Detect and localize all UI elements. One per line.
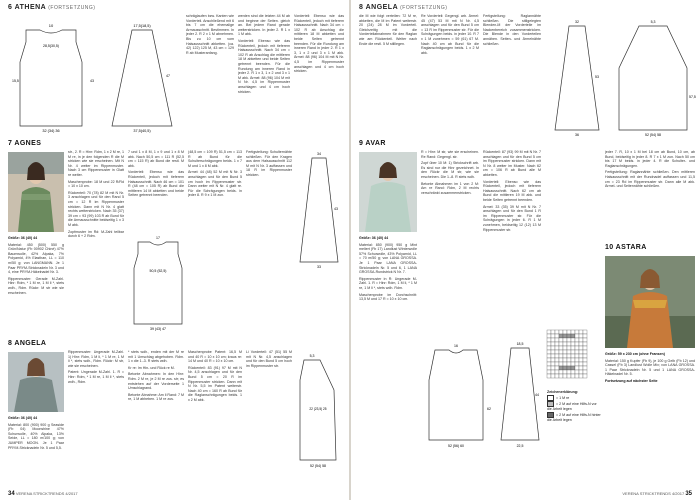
left-page-header: 6 ATHENA (FORTSETZUNG) <box>8 4 96 11</box>
cable-chart-cell <box>547 346 551 350</box>
athena-text-col3: Vorderteil: Ebenso wie das Rückenteil, jedoch mit tieferem Halsausschnitt. Nach 34 cm = 102 R ab Anschlag die mittleren 18 M abketten und beide Seiten getrennt beenden. Für die Rundung am inneren Rand in jeder 2. R 1 x 3, 1 x 2 und 3 x 1 M abk. Ärmel: 88 (96) 104 M mit N Nr. 4,5 im Rippenmuster anschlagen und 4 cm hoch stricken. <box>294 14 344 74</box>
cable-chart-cell <box>555 354 559 358</box>
cable-chart-cell <box>571 342 575 346</box>
cable-chart-cell <box>563 334 567 338</box>
cable-chart-cell <box>571 350 575 354</box>
angela-cont-col2: Re Vorderteil: Gegengl. arb. Ärmel: 45 (47) 53 M mit N Nr. 4,5 anschlagen und für den Bund 5 cm = 13 R im Rippenmuster str. Für die Schrägungen beids. in jeder 10. R 7 x 1 M zunehmen = 59 (61) 67 M. Nach 40 cm ab Bund für die Raglanschrägungen beids. 1 x 2 M abk. <box>421 14 479 55</box>
cable-chart-cell <box>579 354 583 358</box>
avar-text-col3: Rückenteil: 87 (93) 99 M mit N Nr. 7 anschlagen und für den Bund 5 cm im Rippenmuster stricken. Dann mit N Nr. 8 weiter im Muster. Nach 62 cm = 106 R ab Bund alle M abketten. Vorderteil: Ebenso wie das Rückenteil, jedoch mit tieferem Halsausschnitt. Nach 62 cm ab Bund die mittleren 19 M abk. und beide Seiten getrennt beenden. Ärmel: 33 (35) 39 M mit N Nr. 7 anschlagen und für den Bund 1 R im Rippenmuster str. Für die Schrägungen in jeder 6. R 1 M zunehmen, beidseitig 12 (12) 13 M Rippenmuster str. <box>483 150 541 232</box>
avar-photo-image <box>359 152 417 232</box>
cable-chart-cell <box>559 350 563 354</box>
cable-chart-cell <box>555 362 559 366</box>
cable-chart-cell <box>563 370 567 374</box>
angela-front-schematic <box>294 350 344 475</box>
cable-chart-cell <box>547 338 551 342</box>
agnes-sleeve-schematic <box>294 150 344 275</box>
cable-chart-cell <box>567 370 571 374</box>
cable-chart-cell <box>547 362 551 366</box>
cable-chart-cell <box>567 338 571 342</box>
cable-chart-cell <box>575 354 579 358</box>
cable-chart-cell <box>551 354 555 358</box>
cable-chart-cell <box>547 342 551 346</box>
cable-chart-cell <box>563 338 567 342</box>
svg-text:32: 32 <box>575 20 579 24</box>
cable-chart-cell <box>567 374 571 378</box>
cable-chart-cell <box>583 338 587 342</box>
svg-text:44: 44 <box>535 393 539 397</box>
svg-text:39 (43) 47: 39 (43) 47 <box>150 327 166 331</box>
cable-chart-cell <box>551 374 555 378</box>
svg-text:52 (54) 58: 52 (54) 58 <box>645 133 661 137</box>
cable-chart-cell <box>551 370 555 374</box>
right-page <box>351 0 700 500</box>
cable-chart-cell <box>579 334 583 338</box>
cable-chart-cell <box>559 370 563 374</box>
avar-photo <box>359 152 417 232</box>
astara-text: Größe: 59 x 230 cm (ohne Fransen) Material: 150 g Kupfer (Fb 9), je 100 g Gelb (Fb 12) und Cassel (Fb 3) Landlust Wolle Mix; von LANA GROSSA. 1 Paar Stricknadeln Nr. 5 und 1 LANA GROSSA-Häkelnadel Nr. 5. Fortsetzung auf nächster Seite <box>605 352 695 383</box>
svg-text:28,5(30,5): 28,5(30,5) <box>43 44 59 48</box>
angela-text-col1: Größe: 36 (40) 44 Material: 800 (900) 900 g Seaside (Fb 04) Moonshine 47% Schurwolle, 40% Alpaka, 13% Seide, LL = 180 m/100 g; von JUMPER MOON. Je 1 Paar PRYM-Stricknadeln Nr. 5 und 5,5. <box>8 416 64 450</box>
svg-text:33: 33 <box>317 265 321 269</box>
angela-text-col4: Maschenprobe Patent: 16,5 M und 40 R = 10 x 10 cm; kraus re: 14 M und 40 R = 10 x 10 cm. Rückenteil: 83 (91) 97 M mit N Nr. 4,5 anschlagen und für den Bund 5 cm = 20 R im Rippenmuster stricken. Dann mit N Nr. 5,5 im Patent weiterstr. Nach 40 cm = 160 R ab Bund für die Raglanschrägungen beids. 1 x 2 M abk. <box>188 350 242 402</box>
cable-chart-cell <box>547 374 551 378</box>
cable-chart-cell <box>575 362 579 366</box>
cable-chart-cell <box>571 338 575 342</box>
cable-chart-cell <box>575 338 579 342</box>
cable-chart-cell <box>583 342 587 346</box>
svg-text:43: 43 <box>334 207 338 211</box>
cable-chart-cell <box>567 342 571 346</box>
avar-text-col1: Größe: 36 (40) 44 Material: 850 (900) 950 g Mint meliert (Fb 17) Landlust Winterwolle 57% Schurwolle, 43% Polyamid, LL = 70 m/50 g; von LANA GROSSA. Je 1 Paar LANA GROSSA-Stricknadeln Nr. 5 und 6, 1 LANA GROSSA-Rundstrick N Nr. 7. Rippenmuster in R: Ungerade M-Zahl. 1. R = Hinr: Rdm, 1 M li, * 1 M re, 1 M li *, stets wdh. Rdm. Maschenprobe im Dorchschnitt: 13,5 M und 17 R = 10 x 10 cm. <box>359 236 417 302</box>
cable-chart-cell <box>583 374 587 378</box>
astara-photo <box>605 256 695 348</box>
cable-chart-cell <box>559 362 563 366</box>
avar-chart-legend: Zeichenerklärung: = 1 M re = 2 M auf eine Hilfs-N vor die Arbeit legen = 2 M auf eine Hilfs-N hinter die Arbeit legen <box>547 390 601 422</box>
cable-chart-cell <box>575 374 579 378</box>
cable-chart-cell <box>579 338 583 342</box>
cable-chart-cell <box>555 338 559 342</box>
astara-title: 10 ASTARA <box>605 244 647 251</box>
cable-chart-cell <box>575 334 579 338</box>
cable-chart-cell <box>571 354 575 358</box>
angela-cont-col3: Fertigstellung: Raglannähte schließen. Die stillgelegten Blenden-M der Vorderteile im Nackenbereich zusammenstricken. Die Blende in den Vorderteilen annähen. Seiten- und Ärmelnähte schließen. <box>483 14 541 46</box>
svg-text:57,5: 57,5 <box>689 95 696 99</box>
cable-chart-cell <box>547 330 551 334</box>
cable-chart-cell <box>547 354 551 358</box>
cable-chart-cell <box>579 362 583 366</box>
astara-photo-image <box>605 256 695 348</box>
cable-chart-cell <box>579 350 583 354</box>
cable-chart-cell <box>559 354 563 358</box>
cable-chart-cell <box>575 370 579 374</box>
cable-chart-cell <box>583 350 587 354</box>
svg-text:22,5: 22,5 <box>516 444 524 448</box>
cable-chart-cell <box>555 370 559 374</box>
angela-text-col3: * stets wdh., enden mit der M re mit 1 Umschlag abgehoben. Rdm. 1 x die 1.-3. R stets wdh. Kr re: Im Hin- und Rück re M. Betonte Abnahmen: In den Hinr: Rdm. 2 M re, je 2 M re zus. str; es entstehen auf der Vorderseite 1 Umschlagrand. Betonte Abnahme: Am li Rand: 7 M re, 1 M abheben. 1 M re zus. <box>128 350 184 402</box>
svg-text:34: 34 <box>317 152 321 156</box>
cable-chart-cell <box>563 374 567 378</box>
avar-title: 9 AVAR <box>359 140 386 147</box>
cable-chart-cell <box>551 334 555 338</box>
cable-chart-cell <box>583 370 587 374</box>
left-footer: 34 VERENA STRICKTRENDS 4/2017 <box>8 491 78 497</box>
cable-chart-cell <box>567 362 571 366</box>
cable-chart-cell <box>551 358 555 362</box>
avar-cable-chart <box>547 330 587 389</box>
svg-text:43: 43 <box>90 79 94 83</box>
cable-chart-cell <box>563 354 567 358</box>
cable-chart-cell <box>559 374 563 378</box>
cable-chart-cell <box>555 350 559 354</box>
cable-chart-cell <box>563 362 567 366</box>
cable-chart-cell <box>559 366 563 370</box>
cable-chart-cell <box>575 358 579 362</box>
right-footer: VERENA STRICKTRENDS 4/2017 35 <box>622 491 692 497</box>
angela-text-col2: Rippenmuster: Ungerade M-Zahl. 1) Hinr: Rdm, 1 M li, * 1 M re, 1 M li *, stets wdh., Rdm. Rückr: M str, wie sie erscheinen. Patent: Ungerade M-Zahl. 1. R = Hinr: Rdm, * 1 M re, 1 M li *, stets wdh., Rdm. <box>68 350 124 384</box>
cable-chart-cell <box>563 350 567 354</box>
cable-chart-cell <box>571 366 575 370</box>
agnes-text-col4: (48,5 cm = 109 R) 51,5 cm = 113 R ab Bund für die Schulterschrägungen beids. 1 x 7 M und 1 x 8 M abk. Ärmel: 44 (48) 52 M mit N Nr. 3 anschlagen und für den Bund 5 cm hoch im Rippenmuster str. Dann weiter mit N Nr. 4 glatt re. Für die Schrägungen beids. in jeder 8. R 9 x 1 M zun. <box>188 150 242 198</box>
cable-chart-cell <box>567 334 571 338</box>
cable-chart-cell <box>583 358 587 362</box>
svg-text:50,5 (52,5): 50,5 (52,5) <box>149 269 167 273</box>
avar-text-col2: R = Hinr: M str, wie sie erscheinen. Re Rand: Gegengl. str. Zopf über 10 M: 1) Strickschrift arb. Es sind nur die Hinr gezeichnet. In den Rückr die M str, wie sie erscheinen. Die 1.-8. R stets wdh. Betonte Abnahmen im 1 von 2 M: Am re Rand: Rdm, 2 M rechts verschränkt zusammenstricken. <box>421 150 479 195</box>
svg-text:18,5: 18,5 <box>516 342 524 346</box>
cable-chart-cell <box>575 350 579 354</box>
cable-chart-cell <box>547 366 551 370</box>
agnes-text-col5: Fertigstellung: Schulternähte schließen. Für den Kragen aus dem Halsausschnitt 112 M mit N Nr. 3 auffassen und 18 R im Rippenmuster stricken. <box>246 150 292 177</box>
cable-chart-cell <box>571 370 575 374</box>
angela-photo <box>8 352 64 412</box>
cable-chart-cell <box>555 374 559 378</box>
svg-text:52 (56) 60: 52 (56) 60 <box>448 444 464 448</box>
cable-chart-cell <box>555 342 559 346</box>
cable-chart-cell <box>563 358 567 362</box>
cable-chart-cell <box>551 330 555 334</box>
cable-chart-cell <box>579 366 583 370</box>
cable-chart-cell <box>555 358 559 362</box>
cable-chart-cell <box>547 370 551 374</box>
svg-text:5,3: 5,3 <box>650 20 656 24</box>
cable-chart-cell <box>583 330 587 334</box>
cable-chart-cell <box>559 330 563 334</box>
cable-chart-cell <box>551 346 555 350</box>
cable-chart-cell <box>583 362 587 366</box>
cable-chart-cell <box>555 330 559 334</box>
angela-cont-col1: die M wie folgt verteilen: 72 M re, abketten, die M im Patent weiterstr. 20 (24) 28 M im Vorderteil. Gleichzeitig mit die Vorderteilabnahmen für den Raglan wie am Rückenteil. Weiter nach Ende die restl. 5 M stilllegen. <box>359 14 417 46</box>
cable-chart-cell <box>563 342 567 346</box>
svg-text:17: 17 <box>156 236 160 240</box>
svg-text:53: 53 <box>595 75 599 79</box>
cable-chart-cell <box>551 338 555 342</box>
svg-text:16: 16 <box>454 344 458 348</box>
cable-chart-cell <box>547 358 551 362</box>
cable-chart-cell <box>575 366 579 370</box>
cable-chart-cell <box>583 346 587 350</box>
cable-chart-cell <box>563 366 567 370</box>
svg-text:22 (23,5) 25: 22 (23,5) 25 <box>309 407 327 411</box>
cable-chart-cell <box>579 358 583 362</box>
cable-chart-cell <box>571 334 575 338</box>
cable-chart-cell <box>559 358 563 362</box>
cable-chart-cell <box>551 366 555 370</box>
angela-sleeve-schematic <box>547 18 607 143</box>
cable-chart-cell <box>579 374 583 378</box>
agnes-text-col3: 7 und 1 x 8 M, 1 x 9 und 1 x 8 M abk. Nach 50,5 cm = 111 R (52,5 cm = 115 R) ab Bund die restl. M abk. Vorderteil: Ebenso wie das Rückenteil, jedoch mit tieferem Halsausschnitt. Nach 46 cm = 101 R (48 cm = 105 R) ab Bund die mittleren 14 M abketten und beide Seiten getrennt beenden. <box>128 150 184 198</box>
agnes-photo <box>8 152 64 232</box>
svg-text:37,5(40,5): 37,5(40,5) <box>133 129 151 133</box>
cable-chart-cell <box>555 366 559 370</box>
svg-text:32 (34) 36: 32 (34) 36 <box>42 129 60 133</box>
athena-back-schematic <box>6 22 96 137</box>
cable-chart-cell <box>567 354 571 358</box>
svg-text:17,5(18,5): 17,5(18,5) <box>133 24 151 28</box>
svg-text:52 (54) 58: 52 (54) 58 <box>310 464 326 468</box>
svg-text:47: 47 <box>166 74 170 78</box>
cable-chart-cell <box>551 342 555 346</box>
angela-title: 8 ANGELA <box>8 340 47 347</box>
agnes-text-col1: Größe: 36 (40) 44 Material: 450 (500) 550 g Grün/Natur (Fb 00902 Chiné) 47% Baumwolle, 42% Alpaka, 7% Polyamid, 4% Elasthan, LL = 110 m/50 g; von LANGMANN. Je 1 Paar PRYM-Stricknadeln Nr. 3 und 4, eine PRYM-Häkelnadel Nr. 3. Rippenmuster: Gerade M-Zahl. Hinr: Rdm, * 1 M re, 1 M li *, stets wdh., Rdm. Rückr: M str wie sie erscheinen. <box>8 236 64 295</box>
cable-chart-cell <box>551 350 555 354</box>
cable-chart-cell <box>583 366 587 370</box>
svg-text:15,5: 15,5 <box>12 79 19 83</box>
athena-text-col1: schräglaufen bzw. Kanten wie Vorderteil. Anschließend mit 6 bis 7 cm die ehemalige Armausschnitt. Bestimmen. In jeder 2. R 2 x 1 M abnehmen. Bis zu 10 cm vom Halsausschnitt abketten. (ca. 42) 122) 125 M, 43 cm = 129 R ab Musteranfang. <box>186 14 234 55</box>
cable-chart-cell <box>575 330 579 334</box>
avar-sleeve-schematic <box>495 340 545 455</box>
cable-chart-cell <box>579 346 583 350</box>
cable-chart-cell <box>571 358 575 362</box>
cable-chart-cell <box>567 358 571 362</box>
athena-text-col2: werden sind die letzten 44 M ab und beginne der Seiten. gleich an. Bei jedem Rand gerade weiterstricken. In jeder 2. R 1 x 1 M abk. Vorderteil: Ebenso wie das Rückenteil, jedoch mit tieferem Halsausschnitt. Nach 34 cm = 102 R ab Anschlag die mittleren 18 M abketten und beide Seiten getrennt beenden. Für die Rundung am inneren Rand in jeder 2. R 1 x 3, 1 x 2 und 3 x 1 M abk. Ärmel: 88 (96) 104 M mit N Nr. 4,5 im Rippenmuster anschlagen und 4 cm hoch stricken. <box>238 14 290 94</box>
avar-body-schematic <box>421 340 491 455</box>
angela-photo-image <box>8 352 64 412</box>
cable-chart-cell <box>579 330 583 334</box>
cable-chart-cell <box>559 338 563 342</box>
cable-chart-cell <box>547 334 551 338</box>
cable-chart-cell <box>583 334 587 338</box>
angela-text-col5: Li Vorderteil: 47 (51) 55 M mit N Nr. 4,5 anschlagen und für den Bund 5 cm hoch im Rippenmuster str. <box>246 350 292 368</box>
agnes-title: 7 AGNES <box>8 140 42 147</box>
avar-text-col4: jeder 7. R, 10 x 1 M bei 18 cm ab Bund, 10 cm, ab Bund, beidseitig in jeder 8. R 7 x 1 M zun. Nach 50 cm bis 17 M beids. in jeder 4. R die Schulter- und Raglanschrägungen. Fertigstellung: Raglannähte schließen. Den mittleren Halsausschnitt mit der Rundnadel auffassen und 11,5 cm = 23 Rd im Rippenmuster str. Dann alle M abk. Ärmel- und Seitennähte schließen. <box>605 150 695 189</box>
cable-chart-cell <box>555 334 559 338</box>
cable-chart-cell <box>571 362 575 366</box>
cable-chart-cell <box>567 330 571 334</box>
cable-chart-cell <box>583 354 587 358</box>
left-page <box>0 0 349 500</box>
cable-chart-cell <box>571 330 575 334</box>
cable-chart-cell <box>559 346 563 350</box>
right-page-header: 8 ANGELA (FORTSETZUNG) <box>359 4 448 11</box>
cable-chart-cell <box>579 370 583 374</box>
cable-chart-cell <box>567 346 571 350</box>
svg-text:5,3: 5,3 <box>309 354 315 358</box>
cable-chart-cell <box>575 346 579 350</box>
athena-sleeve-schematic <box>102 22 182 137</box>
agnes-body-schematic <box>128 232 188 337</box>
cable-chart-cell <box>575 342 579 346</box>
cable-chart-cell <box>571 374 575 378</box>
cable-chart-cell <box>555 346 559 350</box>
svg-text:62: 62 <box>487 407 491 411</box>
cable-chart-cell <box>559 334 563 338</box>
svg-text:10: 10 <box>48 23 54 28</box>
cable-chart-cell <box>551 362 555 366</box>
cable-chart-cell <box>563 346 567 350</box>
cable-chart-cell <box>567 350 571 354</box>
cable-chart-cell <box>563 330 567 334</box>
angela-back-schematic <box>613 18 696 143</box>
agnes-photo-image <box>8 152 64 232</box>
svg-text:36: 36 <box>575 133 579 137</box>
cable-chart-cell <box>547 350 551 354</box>
cable-chart-cell <box>579 342 583 346</box>
cable-chart-cell <box>571 346 575 350</box>
cable-chart-cell <box>559 342 563 346</box>
cable-chart-cell <box>567 366 571 370</box>
agnes-text-col2: str., 2. R = Hinr: Rdm, 1 x 2 M re, 1 M re, in je den folgenden R die M stricken wie sie erscheinen. Mit N Nr. 4 weiter im Rippenmuster. Nach 3 cm Rippenmuster in Glatt re weiter. Maschenprobe: 18 M und 22 R/Rd = 10 x 10 cm. Rückenteil: 70 (78) 82 M mit N Nr. 3 anschlagen und für den Rand 5 cm = 12 R im Rippenmuster stricken. Dann mit N Nr. 4 glatt rechts weiterstricken. Nach 35 (37) 39 cm = 93 (99) 103 R ab Bund für die Armausschnitte beidseitig 1 x 3 M abk. Zopfmuster im Rd: M-Zahl teilbar durch 6 + 2 Rdm. <box>68 150 124 239</box>
